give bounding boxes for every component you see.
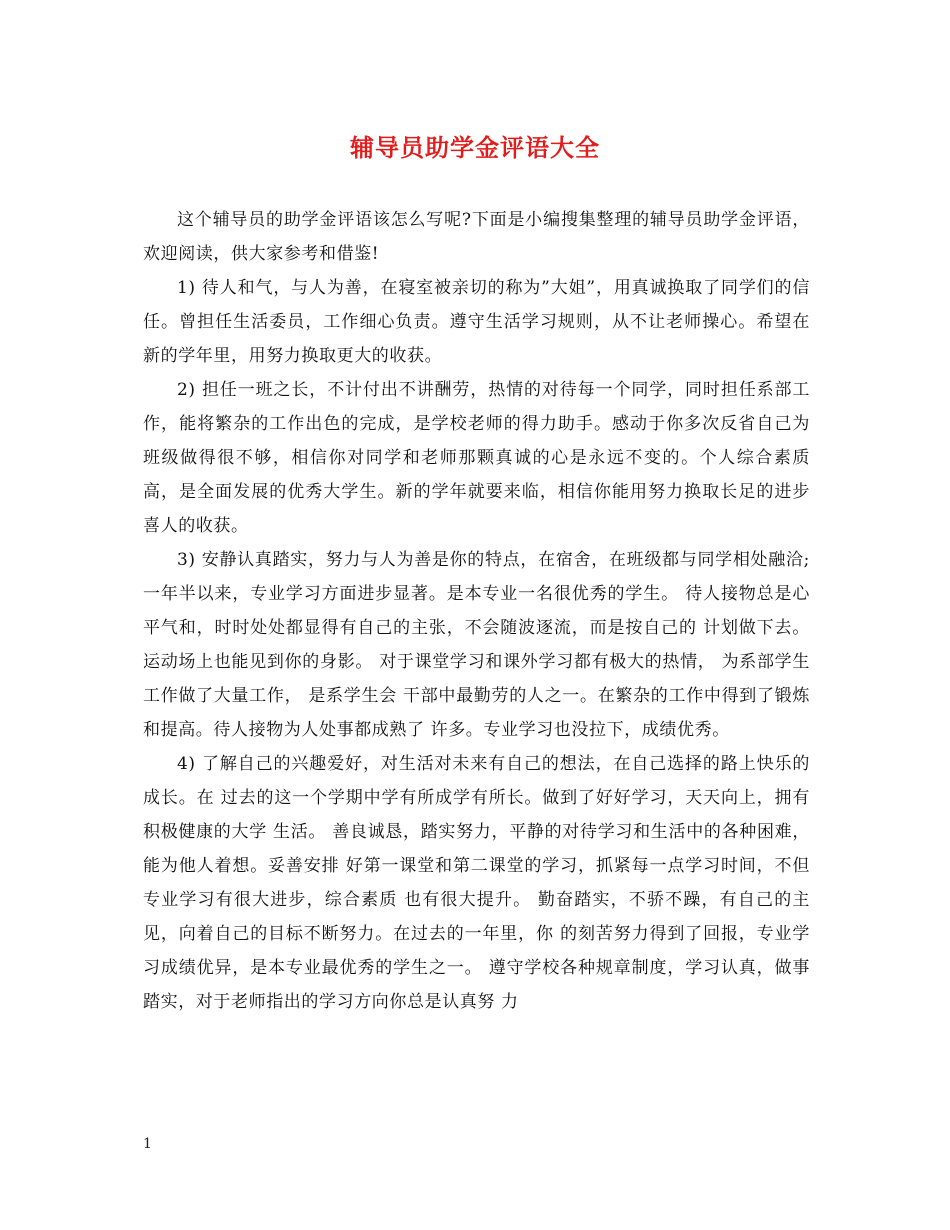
document-title: 辅导员助学金评语大全 (350, 133, 600, 162)
intro-paragraph: 这个辅导员的助学金评语该怎么写呢?下面是小编搜集整理的辅导员助学金评语，欢迎阅读，供大家参考和借鉴! (143, 210, 810, 264)
comment-paragraph-1: 1) 待人和气，与人为善，在寝室被亲切的称为”大姐”，用真诚换取了同学们的信任。曾担任生活委员，工作细心负责。遵守生活学习规则，从不让老师操心。希望在新的学年里，用努力换取更大的收获。 (143, 278, 810, 366)
page-number: 1 (143, 1136, 152, 1152)
comment-paragraph-4: 4) 了解自己的兴趣爱好，对生活对未来有自己的想法，在自己选择的路上快乐的成长。在 过去的这一个学期中学有所成学有所长。做到了好好学习，天天向上，拥有积极健康的大学 生活。 善良诚恳，踏实努力，平静的对待学习和生活中的各种困难，能为他人着想。妥善安排 好第一课堂和第二课堂的学习，抓紧每一点学习时间，不但专业学习有很大进步，综合素质 也有很大提升。 勤奋踏实，不骄不躁，有自己的主见，向着自己的目标不断努力。在过去的一年里，你 的刻苦努力得到了回报，专业学习成绩优异，是本专业最优秀的学生之一。 遵守学校各种规章制度，学习认真，做事踏实，对于老师指出的学习方向你总是认真努 力 (143, 754, 810, 1012)
comment-paragraph-3: 3) 安静认真踏实，努力与人为善是你的特点，在宿舍，在班级都与同学相处融洽; 一年半以来，专业学习方面进步显著。是本专业一名很优秀的学生。 待人接物总是心平气和，时时处处都显得有自己的主张，不会随波逐流，而是按自己的 计划做下去。运动场上也能见到你的身影。 对于课堂学习和课外学习都有极大的热情， 为系部学生工作做了大量工作， 是系学生会 干部中最勤劳的人之一。在繁杂的工作中得到了锻炼和提高。待人接物为人处事都成熟了 许多。专业学习也没拉下，成绩优秀。 (143, 550, 810, 740)
document-body (143, 203, 810, 1019)
comment-paragraph-2: 2) 担任一班之长，不计付出不讲酬劳，热情的对待每一个同学，同时担任系部工作，能将繁杂的工作出色的完成，是学校老师的得力助手。感动于你多次反省自己为班级做得很不够，相信你对同学和老师那颗真诚的心是永远不变的。个人综合素质高，是全面发展的优秀大学生。新的学年就要来临，相信你能用努力换取长足的进步喜人的收获。 (143, 380, 810, 536)
